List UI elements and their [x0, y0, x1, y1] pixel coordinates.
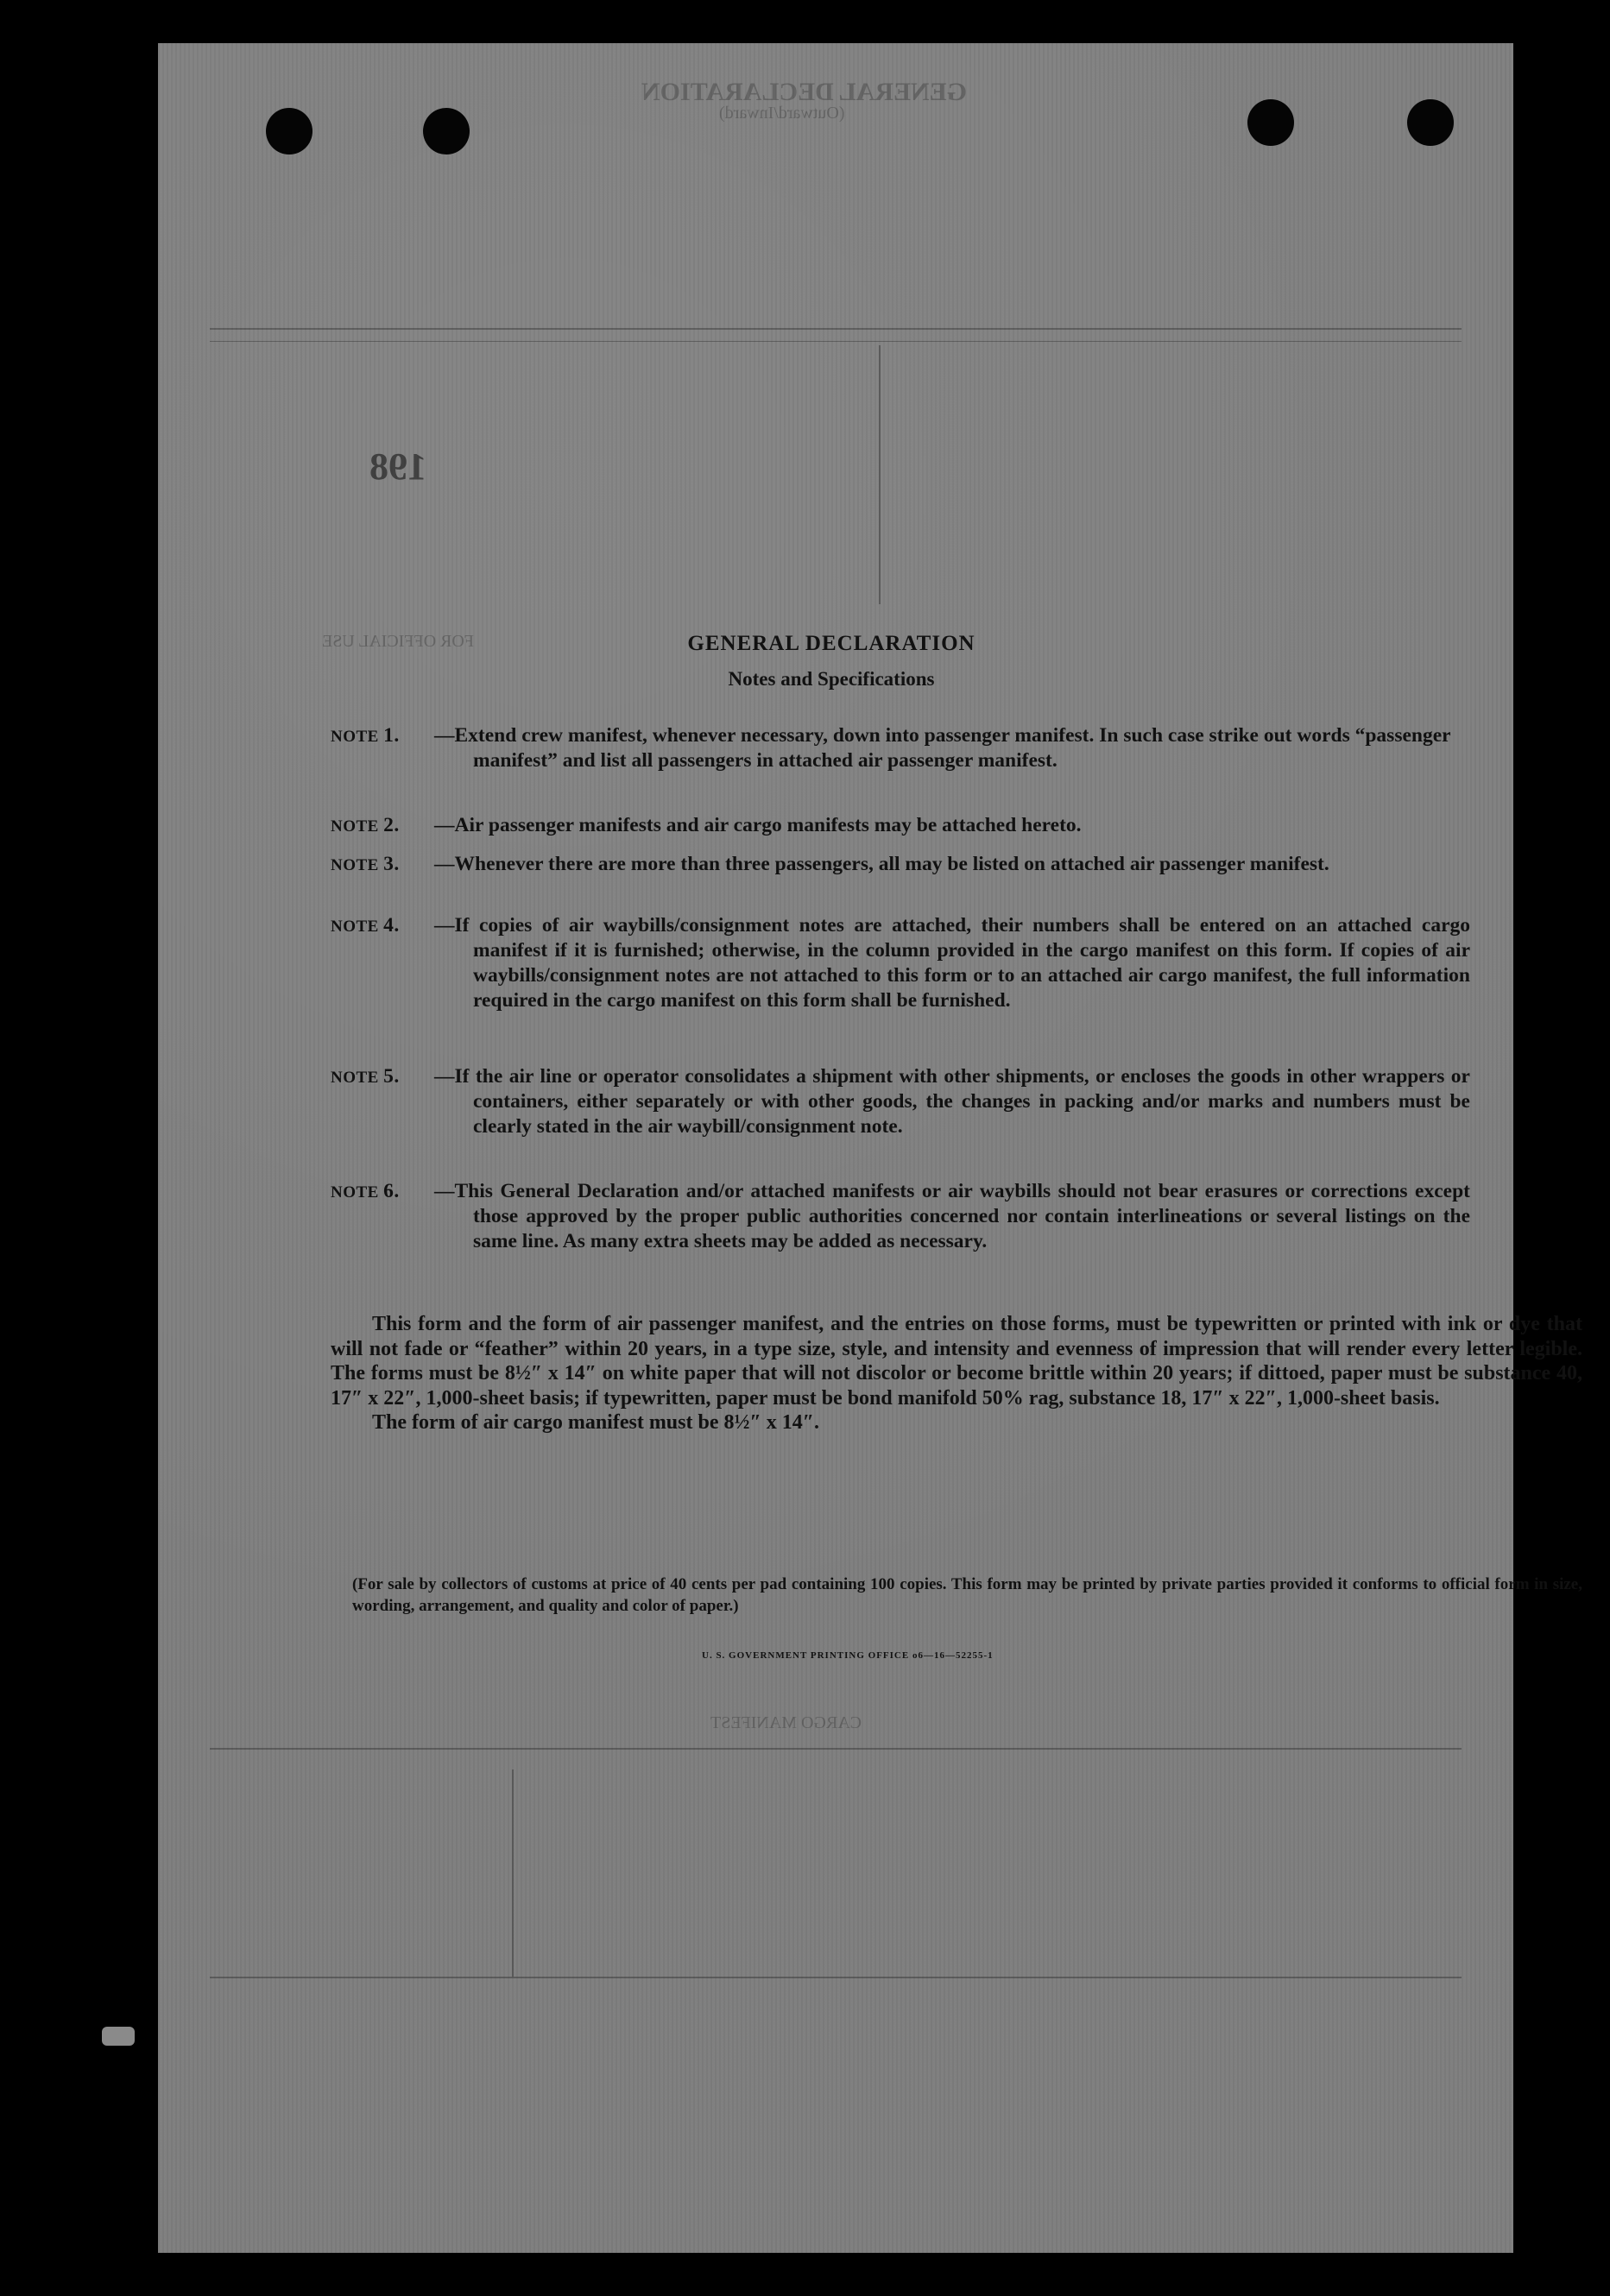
note-6-text: —This General Declaration and/or attached manifests or air waybills should not bear erasures or corrections except those approved by the proper public authorities concerned nor contain interlineations or several listings on the same line. As many extra sheets may be added as necessary. [434, 1180, 1470, 1252]
note-5-label: NOTE 5. [331, 1065, 400, 1088]
sale-notice: (For sale by collectors of customs at price of 40 cents per pad containing 100 copies. This form may be printed by private parties provided it conforms to official form in size, wording, arrangement, and quality and color of paper.) [352, 1575, 1582, 1615]
bleed-through-official-use: FOR OFFICIAL USE [322, 632, 474, 651]
note-1-label: NOTE 1. [331, 724, 400, 747]
note-6-label: NOTE 6. [331, 1180, 400, 1202]
edge-mark [102, 2027, 135, 2046]
note-1-text: —Extend crew manifest, whenever necessary, down into passenger manifest. In such case strike out words “passenger manifest” and list all passengers in attached air passenger manifest. [434, 724, 1451, 772]
note-4-text: —If copies of air waybills/consignment notes are attached, their numbers shall be entered on an attached cargo manifest if it is furnished; otherwise, in the column provided in the cargo manifest on this form. If copies of air waybills/consignment notes are not attached to this form or to an attached air cargo manifest, the full information required in the cargo manifest on this form shall be furnished. [434, 914, 1470, 1012]
bleed-rule-6 [512, 1769, 514, 1977]
punch-hole-2 [423, 108, 470, 155]
declaration-heading: GENERAL DECLARATION [687, 632, 975, 655]
bleed-rule-4 [210, 1977, 1462, 1978]
punch-hole-3 [1247, 99, 1294, 146]
cargo-manifest-size: The form of air cargo manifest must be 8½″ x 14″. [372, 1411, 819, 1434]
bleed-rule-3 [210, 1748, 1462, 1750]
note-5-text: —If the air line or operator consolidates a shipment with other shipments, or encloses the goods in other wrappers or containers, either separately or with other goods, the changes in packing and/or marks and numbers must be clearly stated in the air waybill/consignment note. [434, 1065, 1470, 1138]
bleed-through-title: GENERAL DECLARATION [641, 78, 968, 106]
note-3-text: —Whenever there are more than three passengers, all may be listed on attached air passenger manifest. [434, 853, 1329, 875]
note-4-label: NOTE 4. [331, 914, 400, 937]
form-requirements-paragraph: This form and the form of air passenger manifest, and the entries on those forms, must be typewritten or printed with ink or dye that will not fade or “feather” within 20 years, in a type size, style, and intensity and evenness of impression that will render every letter legible. The forms must be 8½″ x 14″ on white paper that will not discolor or become brittle within 20 years; if dittoed, paper must be substance 40, 17″ x 22″, 1,000-sheet basis; if typewritten, paper must be bond manifold 50% rag, substance 18, 17″ x 22″, 1,000-sheet basis. [331, 1313, 1582, 1410]
bleed-through-cargo-manifest: CARGO MANIFEST [710, 1713, 862, 1732]
declaration-subheading: Notes and Specifications [728, 668, 935, 690]
bleed-through-stamp-number: 198 [369, 445, 426, 488]
bleed-rule-2 [210, 341, 1462, 342]
note-3-label: NOTE 3. [331, 853, 400, 875]
printer-imprint: U. S. GOVERNMENT PRINTING OFFICE o6—16—52255-1 [702, 1650, 994, 1661]
note-2-text: —Air passenger manifests and air cargo manifests may be attached hereto. [434, 814, 1082, 836]
note-2-label: NOTE 2. [331, 814, 400, 836]
bleed-rule-1 [210, 328, 1462, 330]
punch-hole-1 [266, 108, 313, 155]
document-page [158, 43, 1582, 2253]
form-requirements [331, 1312, 1582, 1435]
punch-hole-4 [1407, 99, 1454, 146]
bleed-rule-5 [879, 345, 881, 604]
bleed-through-subtitle: (Outward/Inward) [719, 104, 845, 123]
